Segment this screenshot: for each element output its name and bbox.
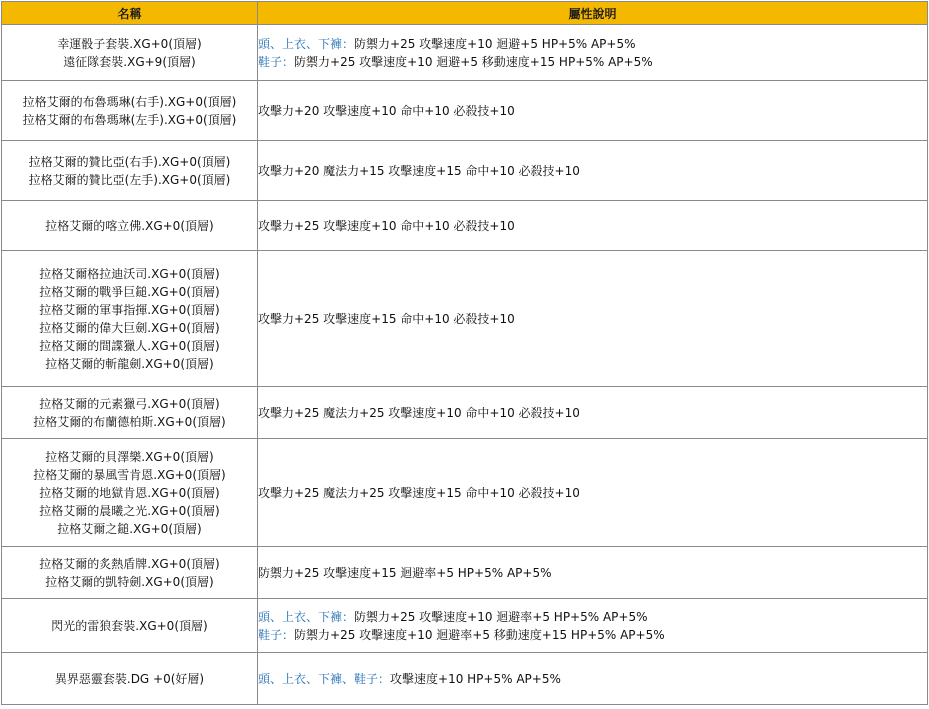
desc-line bbox=[258, 626, 927, 644]
table-row bbox=[2, 547, 928, 599]
item-desc-cell bbox=[258, 599, 928, 653]
item-name: 拉格艾爾的地獄肯恩.XG+0(頂層) bbox=[39, 485, 220, 500]
item-name: 遠征隊套裝.XG+9(頂層) bbox=[63, 54, 196, 69]
item-name: 拉格艾爾的炙熱盾牌.XG+0(頂層) bbox=[39, 556, 220, 571]
item-name: 拉格艾爾的喀立佛.XG+0(頂層) bbox=[45, 218, 214, 233]
item-name: 拉格艾爾的軍事指揮.XG+0(頂層) bbox=[39, 302, 220, 317]
header-row bbox=[2, 2, 928, 25]
item-name: 拉格艾爾的布魯瑪琳(右手).XG+0(頂層) bbox=[22, 94, 237, 109]
item-name-cell bbox=[2, 547, 258, 599]
slot-prefix: 頭、上衣、下褲、鞋子： bbox=[258, 671, 391, 686]
item-attribute-table bbox=[1, 1, 928, 705]
item-name-cell bbox=[2, 81, 258, 141]
item-name: 拉格艾爾的晨曦之光.XG+0(頂層) bbox=[39, 503, 220, 518]
item-name: 拉格艾爾之鎚.XG+0(頂層) bbox=[57, 521, 202, 536]
table-row bbox=[2, 25, 928, 81]
desc-text: 攻擊速度+10 HP+5% AP+5% bbox=[390, 671, 561, 686]
item-desc-cell bbox=[258, 251, 928, 387]
item-name: 拉格艾爾的贊比亞(右手).XG+0(頂層) bbox=[28, 154, 231, 169]
desc-text: 攻擊力+25 魔法力+25 攻擊速度+10 命中+10 必殺技+10 bbox=[258, 405, 580, 420]
table-row bbox=[2, 201, 928, 251]
item-name: 閃光的雷狼套裝.XG+0(頂層) bbox=[51, 618, 208, 633]
item-name-cell bbox=[2, 25, 258, 81]
desc-line bbox=[258, 53, 927, 71]
desc-text: 防禦力+25 攻擊速度+10 迴避+5 HP+5% AP+5% bbox=[354, 36, 636, 51]
item-name: 拉格艾爾的間諜獵人.XG+0(頂層) bbox=[39, 338, 220, 353]
item-name-cell bbox=[2, 599, 258, 653]
item-name-cell bbox=[2, 141, 258, 201]
item-name: 拉格艾爾的戰爭巨鎚.XG+0(頂層) bbox=[39, 284, 220, 299]
table-row bbox=[2, 387, 928, 439]
desc-text: 攻擊力+20 魔法力+15 攻擊速度+15 命中+10 必殺技+10 bbox=[258, 163, 580, 178]
item-name: 拉格艾爾的斬龍劍.XG+0(頂層) bbox=[45, 356, 214, 371]
item-name-cell bbox=[2, 251, 258, 387]
table-row bbox=[2, 653, 928, 705]
desc-text: 防禦力+25 攻擊速度+10 迴避率+5 HP+5% AP+5% bbox=[354, 609, 648, 624]
slot-prefix: 鞋子： bbox=[258, 54, 295, 69]
desc-line bbox=[258, 608, 927, 626]
table-row bbox=[2, 599, 928, 653]
item-name: 異界惡靈套裝.DG +0(好層) bbox=[54, 671, 205, 686]
table-row bbox=[2, 81, 928, 141]
item-desc-cell bbox=[258, 25, 928, 81]
desc-text: 防禦力+25 攻擊速度+10 迴避率+5 移動速度+15 HP+5% AP+5% bbox=[294, 627, 665, 642]
item-name: 拉格艾爾格拉迪沃司.XG+0(頂層) bbox=[39, 266, 220, 281]
header-description: 屬性說明 bbox=[258, 2, 928, 25]
item-name-cell bbox=[2, 201, 258, 251]
item-desc-cell bbox=[258, 547, 928, 599]
desc-text: 攻擊力+25 攻擊速度+15 命中+10 必殺技+10 bbox=[258, 311, 515, 326]
item-name: 拉格艾爾的暴風雪肯恩.XG+0(頂層) bbox=[33, 467, 226, 482]
item-name: 拉格艾爾的元素獵弓.XG+0(頂層) bbox=[39, 396, 220, 411]
item-name: 拉格艾爾的貝澤樂.XG+0(頂層) bbox=[45, 449, 214, 464]
desc-text: 防禦力+25 攻擊速度+15 迴避率+5 HP+5% AP+5% bbox=[258, 565, 552, 580]
desc-line bbox=[258, 670, 927, 688]
table-row bbox=[2, 251, 928, 387]
item-desc-cell bbox=[258, 141, 928, 201]
table-row bbox=[2, 141, 928, 201]
desc-line bbox=[258, 35, 927, 53]
table-row bbox=[2, 439, 928, 547]
item-desc-cell bbox=[258, 439, 928, 547]
item-name-cell bbox=[2, 387, 258, 439]
item-name-cell bbox=[2, 653, 258, 705]
item-name: 拉格艾爾的偉大巨劍.XG+0(頂層) bbox=[39, 320, 220, 335]
desc-text: 攻擊力+25 魔法力+25 攻擊速度+15 命中+10 必殺技+10 bbox=[258, 485, 580, 500]
item-desc-cell bbox=[258, 201, 928, 251]
header-name: 名稱 bbox=[2, 2, 258, 25]
item-desc-cell bbox=[258, 387, 928, 439]
item-name: 拉格艾爾的凱特劍.XG+0(頂層) bbox=[45, 574, 214, 589]
item-desc-cell bbox=[258, 653, 928, 705]
slot-prefix: 頭、上衣、下褲： bbox=[258, 609, 355, 624]
desc-text: 攻擊力+20 攻擊速度+10 命中+10 必殺技+10 bbox=[258, 103, 515, 118]
item-name: 拉格艾爾的布蘭德柏斯.XG+0(頂層) bbox=[33, 414, 226, 429]
slot-prefix: 頭、上衣、下褲： bbox=[258, 36, 355, 51]
slot-prefix: 鞋子： bbox=[258, 627, 295, 642]
item-desc-cell bbox=[258, 81, 928, 141]
desc-text: 防禦力+25 攻擊速度+10 迴避+5 移動速度+15 HP+5% AP+5% bbox=[294, 54, 653, 69]
item-name: 幸運骰子套裝.XG+0(頂層) bbox=[57, 36, 202, 51]
item-name-cell bbox=[2, 439, 258, 547]
item-name: 拉格艾爾的贊比亞(左手).XG+0(頂層) bbox=[28, 172, 231, 187]
desc-text: 攻擊力+25 攻擊速度+10 命中+10 必殺技+10 bbox=[258, 218, 515, 233]
item-name: 拉格艾爾的布魯瑪琳(左手).XG+0(頂層) bbox=[22, 112, 237, 127]
